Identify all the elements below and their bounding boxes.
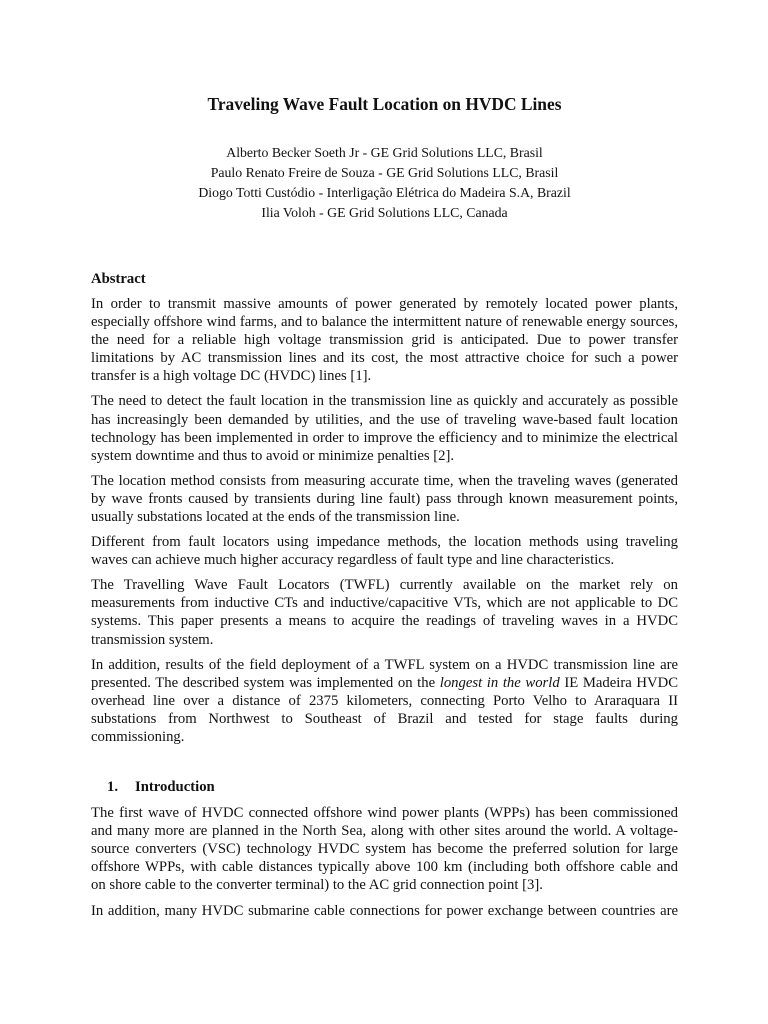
text-line: The first wave of HVDC connected offshore wind power plants (WPPs) has been commissioned (91, 805, 678, 822)
paragraph (91, 533, 678, 569)
author-line: Diogo Totti Custódio - Interligação Elétrica do Madeira S.A, Brazil (198, 185, 571, 200)
text-line: The location method consists from measuring accurate time, when the traveling waves (generated (91, 472, 678, 489)
text-line: transfer is a high voltage DC (HVDC) lines [1]. (91, 368, 372, 385)
text-line: In order to transmit massive amounts of power generated by remotely located power plants, (91, 295, 678, 312)
text-segment: presented. The described system was implemented on the (91, 674, 440, 691)
text-line: The Travelling Wave Fault Locators (TWFL) currently available on the market rely on (91, 577, 678, 594)
section-title: Introduction (135, 779, 215, 795)
emphasized-text: longest in the world (439, 674, 560, 691)
text-line: measurements from inductive CTs and inductive/capacitive VTs, which are not applicable to DC (91, 595, 678, 612)
paragraph (91, 295, 678, 385)
introduction-heading (91, 778, 678, 796)
paragraph (91, 902, 678, 920)
text-line: transmission system. (91, 631, 214, 648)
text-line: source converters (VSC) technology HVDC system has become the preferred solution for large (91, 841, 678, 858)
text-line: system downtime and thus to avoid or minimize penalties [2]. (91, 447, 455, 464)
text-line: Different from fault locators using impedance methods, the location methods using traveling (91, 534, 678, 551)
introduction-section (91, 778, 678, 927)
text-line: The need to detect the fault location in the transmission line as quickly and accurately as possible (91, 393, 678, 410)
text-line: usually substations located at the ends of the transmission line. (91, 509, 460, 526)
author-line: Alberto Becker Soeth Jr - GE Grid Solutions LLC, Brasil (226, 145, 543, 160)
abstract-section (91, 270, 678, 753)
text-line: offshore WPPs, with cable distances typically above 100 km (including both offshore cable and (91, 859, 678, 876)
introduction-body (91, 804, 678, 920)
author-line: Ilia Voloh - GE Grid Solutions LLC, Canada (261, 205, 508, 220)
paragraph (91, 472, 678, 526)
paragraph (91, 576, 678, 648)
text-line: by wave fronts caused by transients during line fault) pass through known measurement points, (91, 490, 678, 507)
paragraph (91, 804, 678, 894)
text-line: the need for a reliable high voltage transmission grid is anticipated. Due to power transfer (91, 332, 678, 349)
abstract-heading: Abstract (91, 271, 146, 287)
text-line: commissioning. (91, 729, 185, 746)
paragraph (91, 392, 678, 464)
text-line: In addition, results of the field deployment of a TWFL system on a HVDC transmission line are (91, 656, 678, 673)
text-line: overhead line over a distance of 2375 kilometers, connecting Porto Velho to Araraquara II (91, 692, 678, 709)
text-line: has increasingly been demanded by utilities, and the use of traveling wave-based fault location (91, 411, 678, 428)
text-line: systems. This paper presents a means to acquire the readings of traveling waves in a HVDC (91, 613, 678, 630)
text-line: and many more are planned in the North Sea, along with other sites around the world. A voltage- (91, 823, 678, 840)
author-list (91, 143, 678, 223)
text-line: waves can achieve much higher accuracy regardless of fault type and line characteristics. (91, 552, 615, 569)
text-segment: IE Madeira HVDC (559, 674, 678, 691)
abstract-body (91, 295, 678, 746)
section-number: 1. (107, 779, 119, 795)
text-line: on shore cable to the converter terminal) to the AC grid connection point [3]. (91, 877, 543, 894)
text-line: technology has been implemented in order to improve the efficiency and to minimize the electrical (91, 429, 678, 446)
text-line: substations from Northwest to Southeast of Brazil and tested for stage faults during (91, 710, 678, 727)
author-line: Paulo Renato Freire de Souza - GE Grid Solutions LLC, Brasil (210, 165, 559, 180)
paragraph (91, 656, 678, 746)
text-line: especially offshore wind farms, and to balance the intermittent nature of renewable energy sources, (91, 314, 678, 331)
text-line: In addition, many HVDC submarine cable connections for power exchange between countries are (91, 902, 678, 919)
text-line (91, 674, 678, 692)
paper-title: Traveling Wave Fault Location on HVDC Lines (207, 94, 562, 114)
text-line: limitations by AC transmission lines and its cost, the most attractive choice for such a power (91, 350, 678, 367)
